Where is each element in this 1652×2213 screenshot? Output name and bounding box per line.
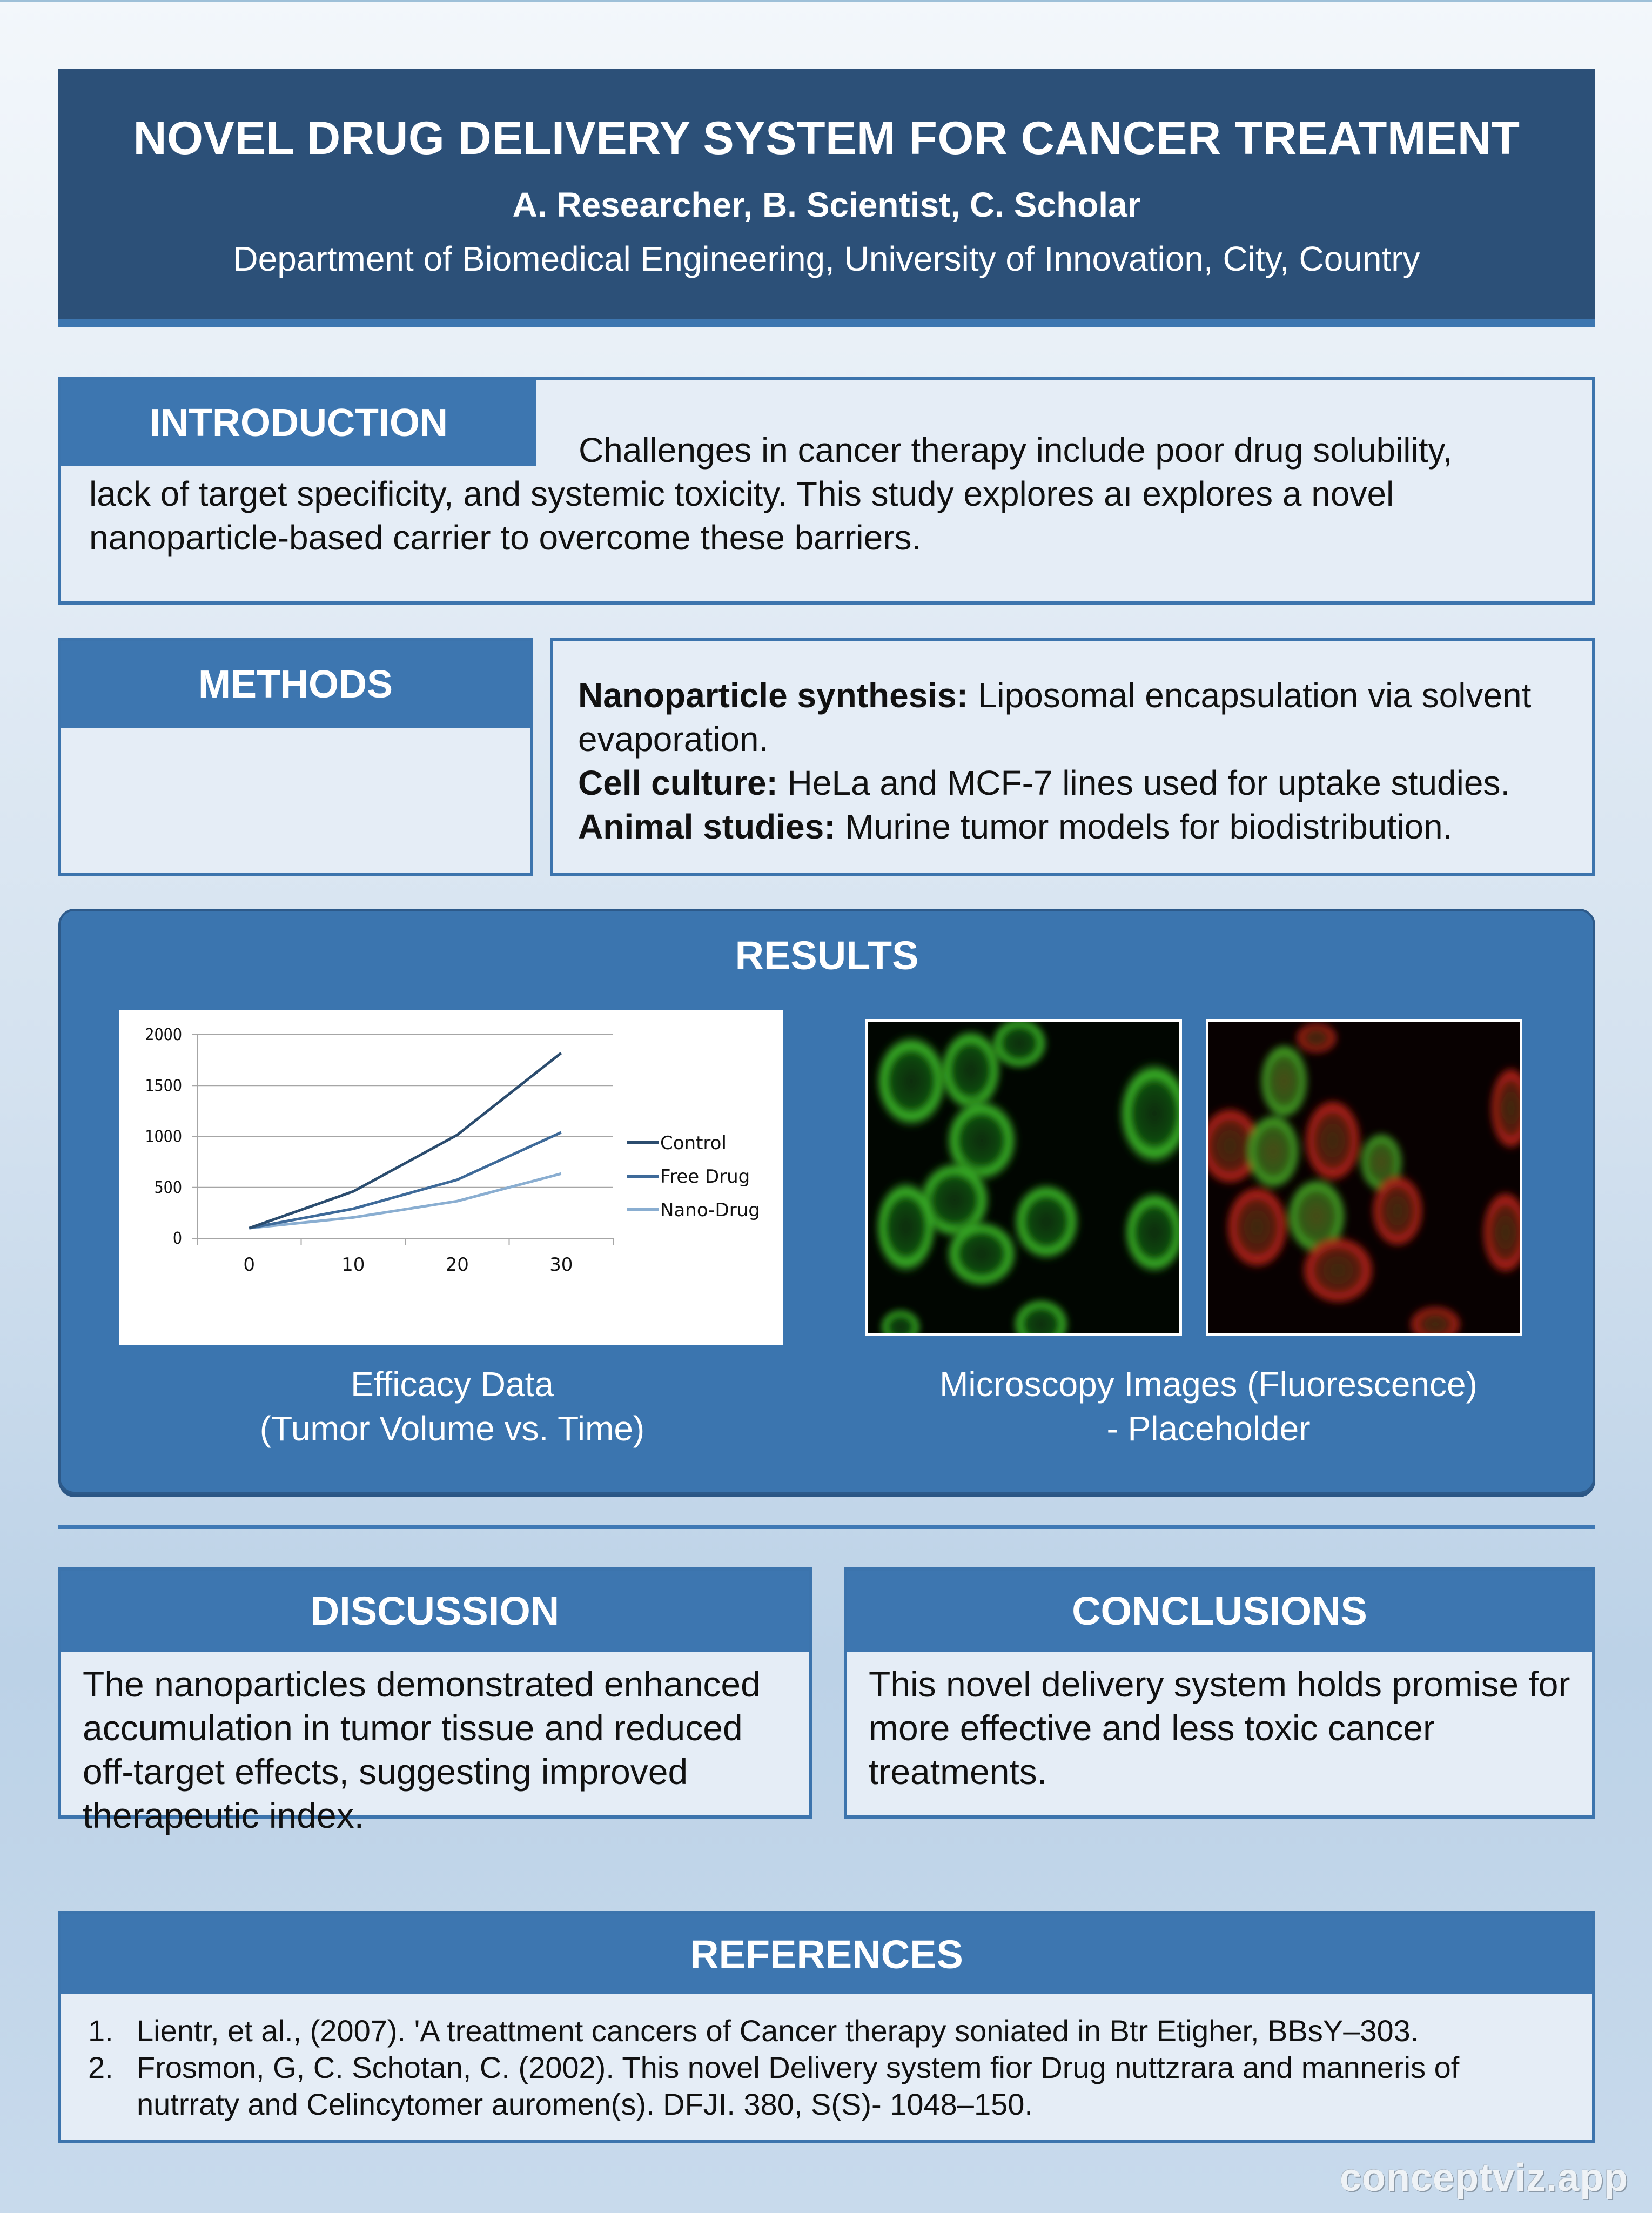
watermark: conceptviz.app: [1340, 2156, 1629, 2199]
methods-list: [578, 674, 1583, 849]
x-tick-label: 0: [243, 1254, 256, 1276]
series-line-control: [249, 1053, 561, 1228]
microscopy-caption-line1: Microscopy Images (Fluorescence): [939, 1365, 1478, 1404]
series-line-free-drug: [249, 1132, 561, 1228]
introduction-text-line1: Challenges in cancer therapy include poor drug solubility,: [579, 431, 1453, 470]
poster-authors: A. Researcher, B. Scientist, C. Scholar: [512, 185, 1141, 224]
conclusions-section: [844, 1567, 1595, 1819]
top-edge-line: [0, 0, 1652, 2]
efficacy-line-chart: [119, 1010, 783, 1345]
microscopy-caption: [833, 1362, 1584, 1451]
methods-item-label: Animal studies:: [578, 807, 836, 846]
legend-label: Free Drug: [660, 1166, 750, 1188]
y-tick-label: 2000: [145, 1025, 182, 1044]
poster-title: NOVEL DRUG DELIVERY SYSTEM FOR CANCER TREATMENT: [133, 112, 1520, 164]
x-tick-label: 30: [549, 1254, 573, 1276]
poster-affiliation: Department of Biomedical Engineering, University of Innovation, City, Country: [233, 239, 1420, 278]
chart-caption-line1: Efficacy Data: [351, 1365, 554, 1404]
x-tick-label: 20: [445, 1254, 469, 1276]
reference-item: [88, 2049, 1560, 2123]
introduction-heading: INTRODUCTION: [61, 380, 536, 466]
discussion-heading: DISCUSSION: [61, 1571, 809, 1652]
reference-number: 2.: [88, 2050, 113, 2084]
results-section: [58, 909, 1595, 1494]
chart-caption-line2: (Tumor Volume vs. Time): [259, 1409, 645, 1448]
methods-item-text: Liposomal encapsulation via solvent evaporation.: [578, 676, 1532, 759]
fluorescence-merged-image: [1208, 1022, 1522, 1336]
results-heading: RESULTS: [735, 933, 919, 978]
references-heading: REFERENCES: [61, 1914, 1592, 1994]
section-divider: [58, 1525, 1595, 1529]
y-tick-label: 1000: [145, 1127, 182, 1146]
microscopy-image-green: [865, 1019, 1182, 1336]
legend-label: Nano-Drug: [660, 1199, 760, 1221]
reference-text: Lientr, et al., (2007). 'A treattment cancers of Cancer therapy soniated in Btr Etigher, BBsY–303.: [137, 2014, 1419, 2048]
discussion-section: [58, 1567, 812, 1835]
y-tick-label: 500: [154, 1178, 182, 1197]
reference-number: 1.: [88, 2014, 113, 2048]
introduction-section: [58, 377, 1595, 605]
legend-label: Control: [660, 1132, 727, 1154]
chart-caption: [93, 1362, 811, 1451]
reference-text: Frosmon, G, C. Schotan, C. (2002). This novel Delivery system fior Drug nuttzrara and manneris of nutrraty and Celincytomer auromen(s). DFJI. 380, S(S)- 1048–150.: [137, 2050, 1460, 2121]
microscopy-image-merged: [1206, 1019, 1522, 1336]
methods-item-label: Cell culture:: [578, 763, 778, 802]
introduction-text: lack of target specificity, and systemic toxicity. This study explores aı explores a novel nanoparticle-based carrier to overcome these barriers.: [89, 474, 1394, 557]
poster-header: [58, 69, 1595, 327]
methods-item-text: Murine tumor models for biodistribution.: [835, 807, 1453, 846]
methods-item-text: HeLa and MCF-7 lines used for uptake studies.: [777, 763, 1510, 802]
conclusions-heading: CONCLUSIONS: [847, 1571, 1592, 1652]
reference-item: [88, 2013, 1560, 2049]
fluorescence-green-image: [868, 1022, 1182, 1336]
references-list: [88, 2013, 1560, 2123]
methods-heading: METHODS: [61, 641, 530, 728]
y-tick-label: 1500: [145, 1076, 182, 1096]
x-tick-label: 10: [341, 1254, 365, 1276]
methods-content-box: [550, 638, 1595, 876]
references-section: [58, 1911, 1595, 2143]
methods-item: [578, 761, 1583, 805]
methods-item-label: Nanoparticle synthesis:: [578, 676, 968, 715]
methods-item: [578, 805, 1583, 849]
methods-heading-box: [58, 638, 533, 876]
discussion-text: The nanoparticles demonstrated enhanced accumulation in tumor tissue and reduced off-target effects, suggesting improved therapeutic index.: [83, 1664, 761, 1835]
conclusions-text: This novel delivery system holds promise for more effective and less toxic cancer treatments.: [869, 1664, 1570, 1792]
y-tick-label: 0: [172, 1229, 182, 1248]
methods-item: [578, 674, 1583, 761]
chart-canvas: [119, 1010, 783, 1345]
microscopy-caption-line2: - Placeholder: [1106, 1409, 1311, 1448]
